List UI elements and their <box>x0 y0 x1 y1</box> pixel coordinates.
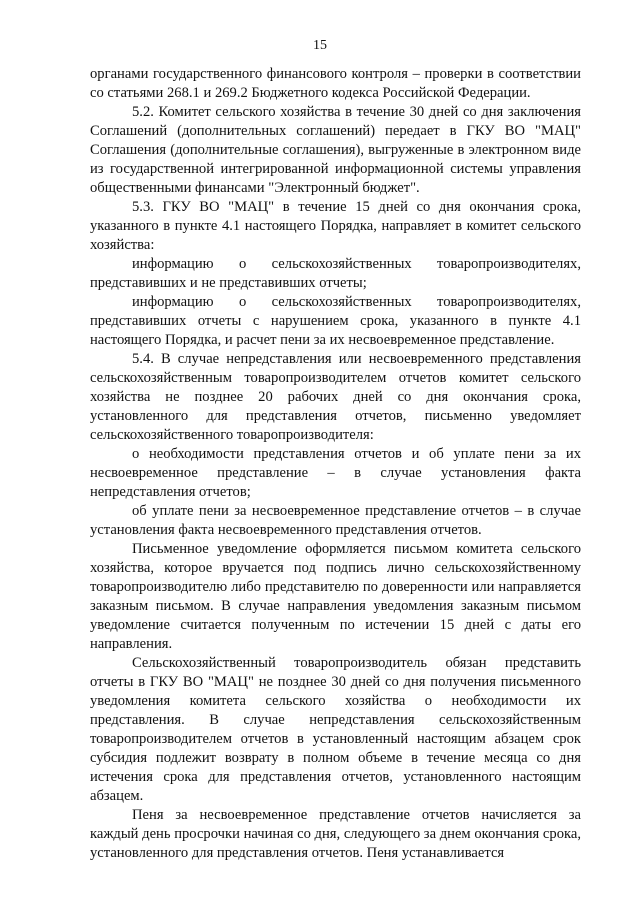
paragraph: 5.2. Комитет сельского хозяйства в течение 30 дней со дня заключения Соглашений (дополнительных соглашений) передает в ГКУ ВО "МАЦ" Соглашения (дополнительные соглашения), выгруженные в электронном виде из государственной интегрированной информационной системы управления общественными финансами "Электронный бюджет". <box>90 104 581 196</box>
paragraph: информацию о сельскохозяйственных товаропроизводителях, представивших отчеты с нарушением срока, указанного в пункте 4.1 настоящего Порядка, и расчет пени за их несвоевременное представление. <box>90 294 581 348</box>
paragraph: об уплате пени за несвоевременное представление отчетов – в случае установления факта несвоевременного представления отчетов. <box>90 503 581 538</box>
paragraph: органами государственного финансового контроля – проверки в соответствии со статьями 268.1 и 269.2 Бюджетного кодекса Российской Федерации. <box>90 66 581 101</box>
paragraph: Сельскохозяйственный товаропроизводитель обязан представить отчеты в ГКУ ВО "МАЦ" не позднее 30 дней со дня получения письменного уведомления комитета сельского хозяйства о необходимости их представления. В случае непредставления сельскохозяйственным товаропроизводителем отчетов в установленный настоящим абзацем срок субсидия подлежит возврату в полном объеме в течение месяца со дня истечения срока для представления отчетов, установленного настоящим абзацем. <box>90 655 581 804</box>
paragraph: 5.3. ГКУ ВО "МАЦ" в течение 15 дней со дня окончания срока, указанного в пункте 4.1 настоящего Порядка, направляет в комитет сельского хозяйства: <box>90 199 581 253</box>
paragraph: Письменное уведомление оформляется письмом комитета сельского хозяйства, которое вручается под подпись лично сельскохозяйственному товаропроизводителю либо представителю по доверенности или направляется заказным письмом. В случае направления уведомления заказным письмом уведомление считается полученным по истечении 15 дней с даты его направления. <box>90 541 581 652</box>
paragraph: 5.4. В случае непредставления или несвоевременного представления сельскохозяйственным товаропроизводителем отчетов комитет сельского хозяйства не позднее 20 рабочих дней со дня окончания срока, установленного для представления отчетов, письменно уведомляет сельскохозяйственного товаропроизводителя: <box>90 351 581 443</box>
paragraph: Пеня за несвоевременное представление отчетов начисляется за каждый день просрочки начиная со дня, следующего за днем окончания срока, установленного для представления отчетов. Пеня устанавливается <box>90 807 581 861</box>
paragraph: о необходимости представления отчетов и об уплате пени за их несвоевременное представление – в случае установления факта непредставления отчетов; <box>90 446 581 500</box>
paragraph: информацию о сельскохозяйственных товаропроизводителях, представивших и не представивших отчеты; <box>90 256 581 291</box>
document-body <box>90 65 581 863</box>
page-number: 15 <box>313 38 327 53</box>
